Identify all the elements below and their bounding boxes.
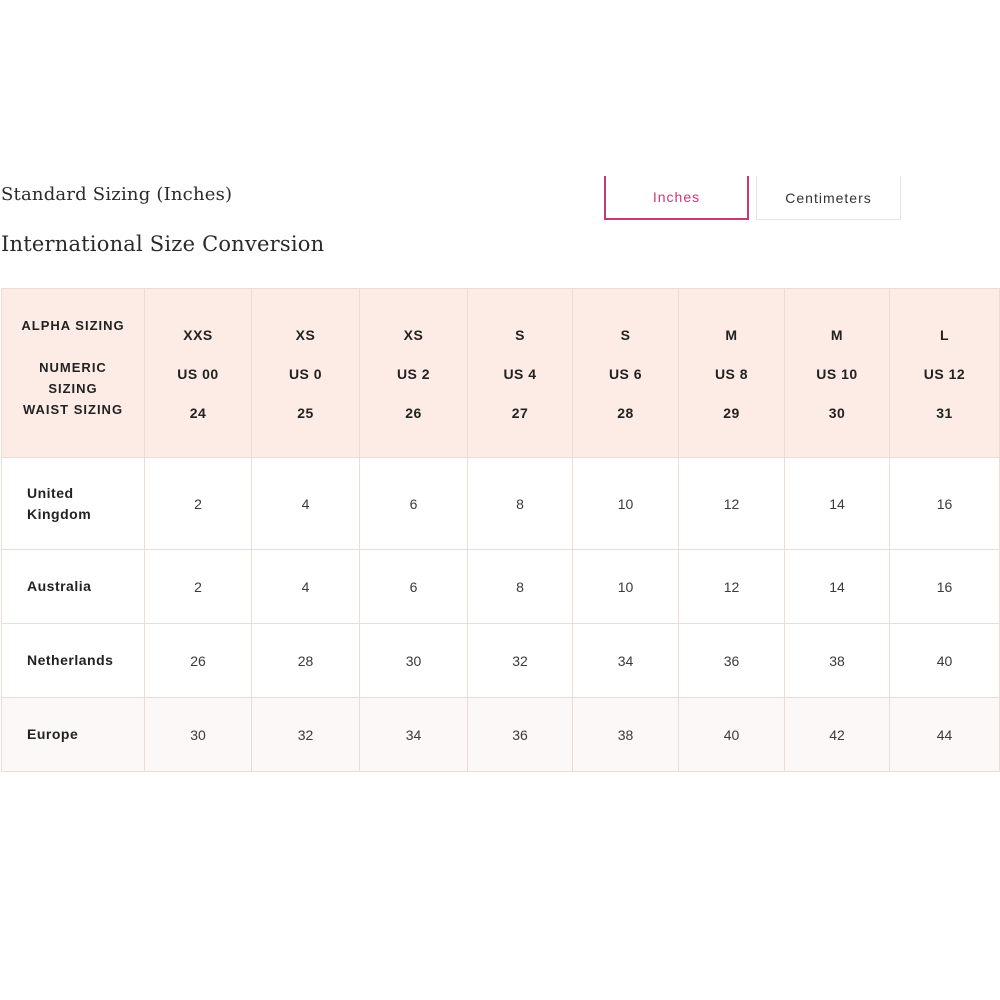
table-cell: 12 [679, 550, 785, 624]
row-label: Europe [2, 698, 145, 772]
waist-size: 30 [828, 405, 846, 422]
size-column-header [785, 289, 890, 458]
international-conversion-title: International Size Conversion [1, 232, 325, 256]
table-cell: 2 [145, 458, 252, 550]
table-cell: 14 [785, 550, 890, 624]
size-conversion-table [1, 288, 1000, 772]
numeric-size: US 12 [923, 365, 966, 382]
standard-sizing-title: Standard Sizing (Inches) [1, 184, 233, 205]
alpha-size: M [725, 326, 738, 343]
table-cell: 26 [145, 624, 252, 698]
table-cell: 6 [360, 458, 468, 550]
waist-size: 25 [297, 405, 314, 422]
alpha-size: XS [295, 326, 316, 343]
numeric-size: US 8 [714, 365, 749, 382]
table-cell: 30 [145, 698, 252, 772]
table-cell: 34 [360, 698, 468, 772]
table-cell: 32 [252, 698, 360, 772]
table-cell: 30 [360, 624, 468, 698]
alpha-sizing-label: ALPHA SIZING [21, 318, 125, 333]
alpha-size: S [515, 326, 525, 343]
table-cell: 8 [468, 550, 573, 624]
alpha-size: XS [403, 326, 424, 343]
table-cell: 16 [890, 550, 1000, 624]
waist-size: 28 [617, 405, 634, 422]
numeric-sizing-label: NUMERIC SIZING [39, 360, 107, 396]
table-cell: 2 [145, 550, 252, 624]
size-column-header [360, 289, 468, 458]
size-column-header [468, 289, 573, 458]
size-column-header [890, 289, 1000, 458]
waist-size: 31 [936, 405, 953, 422]
size-column-header [573, 289, 679, 458]
size-column-header [145, 289, 252, 458]
waist-sizing-label: WAIST SIZING [22, 402, 124, 417]
waist-size: 26 [405, 405, 422, 422]
alpha-size: XXS [183, 326, 213, 343]
table-header-row [2, 289, 1000, 458]
waist-size: 27 [511, 405, 529, 422]
table-cell: 32 [468, 624, 573, 698]
table-cell: 4 [252, 458, 360, 550]
table-row-australia [2, 550, 1000, 624]
table-cell: 10 [573, 550, 679, 624]
table-cell: 44 [890, 698, 1000, 772]
numeric-size: US 10 [816, 365, 858, 382]
numeric-size: US 2 [396, 365, 431, 382]
table-cell: 14 [785, 458, 890, 550]
table-cell: 28 [252, 624, 360, 698]
alpha-size: S [620, 326, 631, 343]
table-row-netherlands [2, 624, 1000, 698]
table-cell: 40 [890, 624, 1000, 698]
numeric-size: US 6 [608, 365, 643, 382]
numeric-size: US 4 [503, 365, 537, 382]
numeric-size: US 0 [288, 365, 323, 382]
header-label-cell [2, 289, 145, 458]
table-cell: 42 [785, 698, 890, 772]
alpha-size: M [830, 326, 844, 343]
table-cell: 40 [679, 698, 785, 772]
numeric-size: US 00 [177, 365, 219, 382]
table-cell: 10 [573, 458, 679, 550]
table-row-united-kingdom [2, 458, 1000, 550]
table-cell: 12 [679, 458, 785, 550]
waist-size: 29 [723, 405, 740, 422]
table-cell: 16 [890, 458, 1000, 550]
table-cell: 8 [468, 458, 573, 550]
row-label: Australia [2, 550, 145, 624]
inches-button[interactable]: Inches [604, 176, 749, 220]
table-cell: 34 [573, 624, 679, 698]
size-column-header [252, 289, 360, 458]
centimeters-button[interactable]: Centimeters [756, 176, 901, 220]
size-column-header [679, 289, 785, 458]
row-label: Netherlands [2, 624, 145, 698]
table-cell: 36 [468, 698, 573, 772]
table-cell: 6 [360, 550, 468, 624]
table-cell: 4 [252, 550, 360, 624]
table-row-europe [2, 698, 1000, 772]
alpha-size: L [939, 326, 950, 343]
table-cell: 38 [573, 698, 679, 772]
table-cell: 38 [785, 624, 890, 698]
table-cell: 36 [679, 624, 785, 698]
unit-toggle [604, 176, 902, 220]
row-label: United Kingdom [2, 458, 145, 550]
waist-size: 24 [189, 405, 207, 422]
